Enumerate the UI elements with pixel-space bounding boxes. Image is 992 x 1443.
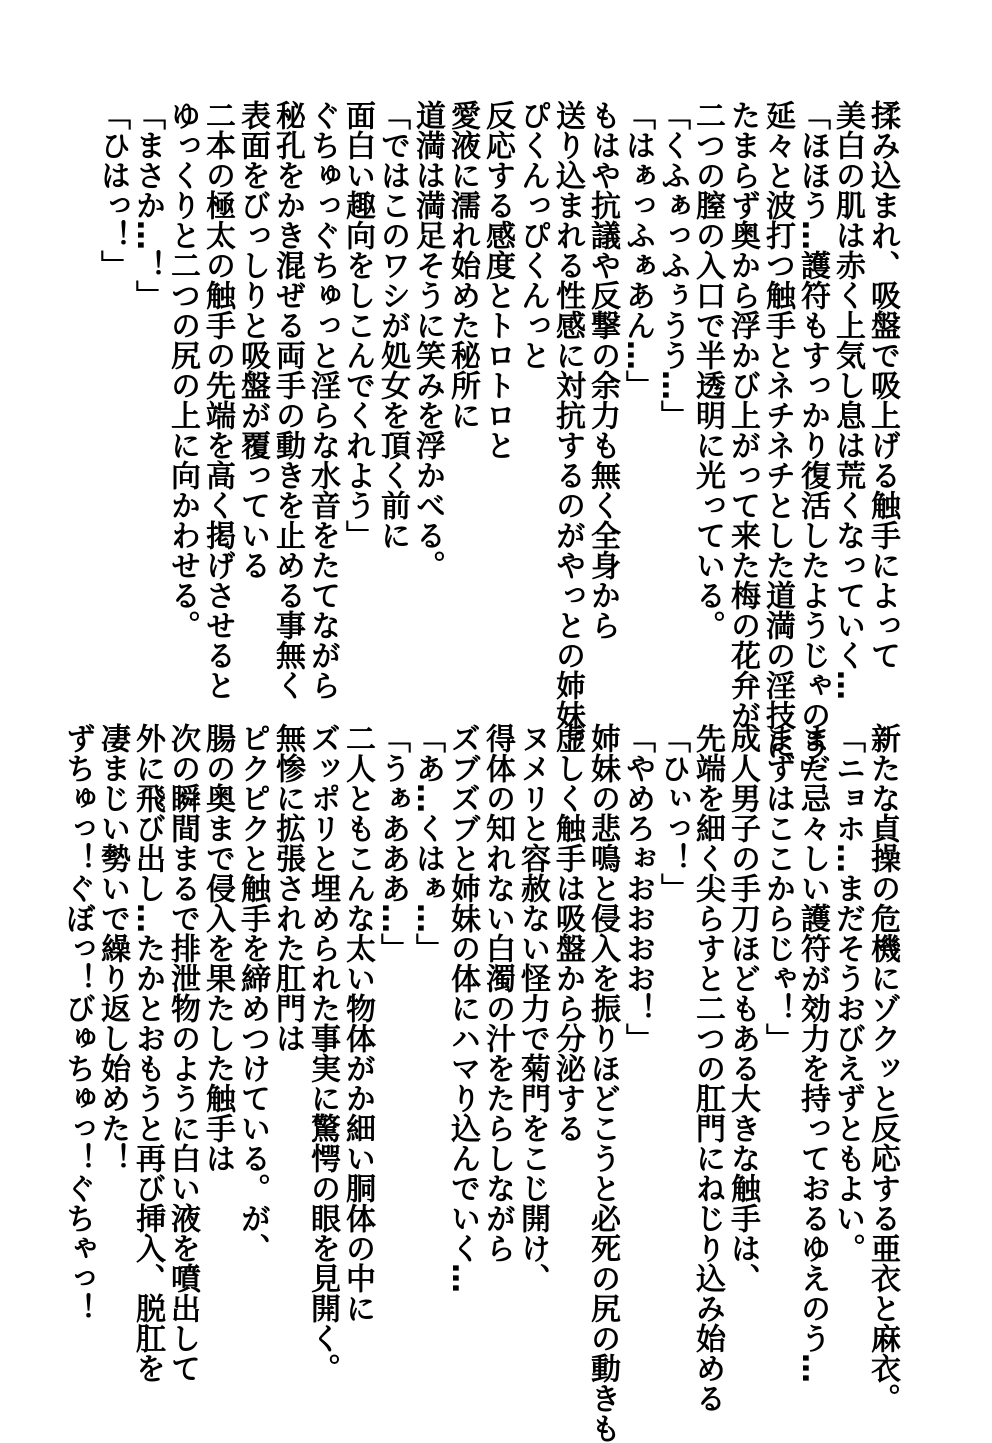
text-line: 姉妹の悲鳴と侵入を振りほどこうと必死の尻の動きも [585, 723, 620, 1443]
passage-top [95, 100, 900, 790]
text-line: 「ひはっ！」 [95, 100, 130, 280]
text-line: 面白い趣向をしこんでくれよう」 [340, 100, 375, 550]
text-line: 外に飛び出し…たかとおもうと再び挿入、脱肛を [130, 723, 165, 1383]
text-line: 「ではこのワシが処女を頂く前に [375, 100, 410, 550]
text-line: 二人ともこんな太い物体がか細い胴体の中に [340, 723, 375, 1323]
text-line: ズブズブと姉妹の体にハマり込んでいく… [445, 723, 480, 1293]
text-line: 延々と波打つ触手とネチネチとした道満の淫技に [760, 100, 795, 760]
text-line: たまらず奥から浮かび上がって来た梅の花弁が [725, 100, 760, 730]
text-line: 「ほほう…護符もすっかり復活したようじゃのう」 [795, 100, 830, 790]
text-line: 「ひぃっ！」 [655, 723, 690, 903]
text-line: 先端を細く尖らすと二つの肛門にねじり込み始める [690, 723, 725, 1413]
text-line: 「やめろぉおおおお！」 [620, 723, 655, 1053]
text-line: 送り込まれる性感に対抗するのがやっとの姉妹。 [550, 100, 585, 760]
text-line: 揉み込まれ、吸盤で吸上げる触手によって [865, 100, 900, 670]
text-line: ズッポリと埋められた事実に驚愕の眼を見開く。 [305, 723, 340, 1383]
text-line: ぐちゅっぐちゅっと淫らな水音をたてながら [305, 100, 340, 700]
text-line: 二本の極太の触手の先端を高く掲げさせると [200, 100, 235, 700]
text-line: 愛液に濡れ始めた秘所に [445, 100, 480, 430]
text-line: まずはここからじゃ！」 [760, 723, 795, 1053]
text-line: 表面をびっしりと吸盤が覆っている [235, 100, 270, 580]
text-line: 秘孔をかき混ぜる両手の動きを止める事無く [270, 100, 305, 700]
text-line: 凄まじい勢いで繰り返し始めた！ [95, 723, 130, 1173]
text-line: 次の瞬間まるで排泄物のように白い液を噴出して [165, 723, 200, 1383]
text-line: 腸の奥まで侵入を果たした触手は [200, 723, 235, 1173]
text-line: 「あ…くはぁ…」 [410, 723, 445, 963]
text-line: 新たな貞操の危機にゾクッと反応する亜衣と麻衣。 [865, 723, 900, 1413]
text-line: ピクピクと触手を締めつけている。が、 [235, 723, 270, 1263]
text-line: 「くふぁっふぅうう…」 [655, 100, 690, 430]
text-line: 虚しく触手は吸盤から分泌する [550, 723, 585, 1143]
text-line: 得体の知れない白濁の汁をたらしながら [480, 723, 515, 1263]
text-line: 成人男子の手刀ほどもある大きな触手は、 [725, 723, 760, 1293]
text-line: ぴくんっぴくんっと [515, 100, 550, 370]
text-line: 「ニョホ…まだそうおびえずともよい。 [830, 723, 865, 1263]
text-line: 道満は満足そうに笑みを浮かべる。 [410, 100, 445, 580]
text-line: 美白の肌は赤く上気し息は荒くなっていく… [830, 100, 865, 700]
passage-bottom [60, 723, 900, 1443]
text-line: ヌメリと容赦ない怪力で菊門をこじ開け、 [515, 723, 550, 1293]
text-line: まだ忌々しい護符が効力を持っておるゆえのう… [795, 723, 830, 1383]
text-line: 二つの膣の入口で半透明に光っている。 [690, 100, 725, 640]
text-line: 「うぁあああ…」 [375, 723, 410, 963]
text-line: 「まさか…！」 [130, 100, 165, 310]
text-line: 反応する感度とトロトロと [480, 100, 515, 460]
text-line: 「はぁっふぁあん…」 [620, 100, 655, 400]
text-line: もはや抗議や反撃の余力も無く全身から [585, 100, 620, 640]
text-line: 無惨に拡張された肛門は [270, 723, 305, 1053]
text-line: ゆっくりと二つの尻の上に向かわせる。 [165, 100, 200, 640]
text-line: ずちゅっ！ぐぼっ！びゅちゅっ！ぐちゃっ！ [60, 723, 95, 1323]
